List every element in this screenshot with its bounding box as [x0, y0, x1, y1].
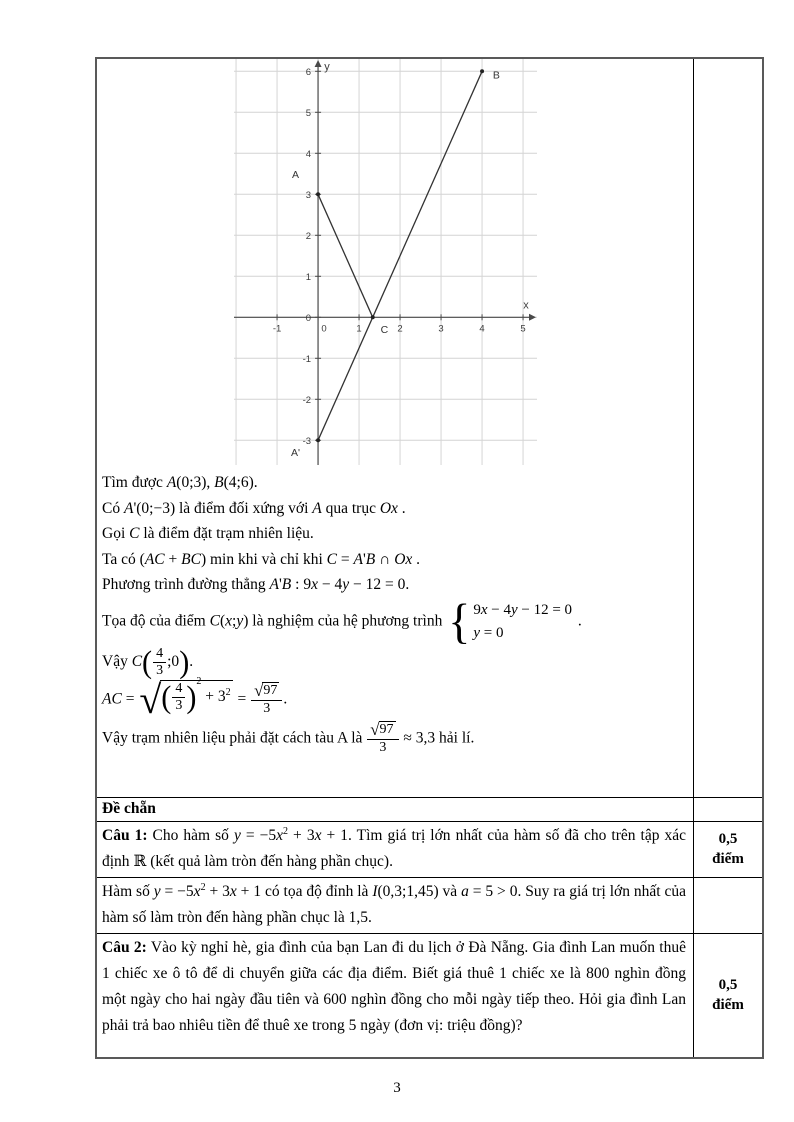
svg-text:y: y — [324, 61, 330, 73]
solution-line: Gọi C là điểm đặt trạm nhiên liệu. — [102, 525, 314, 542]
svg-text:A: A — [291, 168, 300, 181]
answer-1: Hàm số $y = -5x^2 + 3x + 1$ có tọa độ đỉnh là I(0,3;1,45) và a = 5 > 0. Suy ra giá trị lớn nhất của hàm số làm tròn đến hàng phần chục là 1,5. — [102, 881, 686, 926]
solution-line: Có A'(0;−3) là điểm đối xứng với A qua trục Ox . — [102, 499, 406, 517]
points-cell — [693, 59, 762, 797]
svg-text:-3: -3 — [302, 435, 312, 447]
section-header: Đề chẵn — [102, 800, 156, 817]
points-q1: 0,5 điểm — [693, 822, 762, 877]
question-2: Câu 2: Vào kỳ nghỉ hè, gia đình của bạn Lan đi du lịch ở Đà Nẵng. Gia đình Lan muốn thuê 1 chiếc xe ô tô để di chuyển giữa các địa điểm. Biết giá thuê 1 chiếc xe là 800 nghìn đồng một ngày cho hai ngày đầu tiên và 600 nghìn đồng cho mỗi ngày tiếp theo. Hỏi gia đình Lan phải trả bao nhiêu tiền để thuê xe trong 5 ngày (đơn vị: triệu đồng)? — [102, 939, 686, 1034]
svg-text:4: 4 — [479, 323, 485, 335]
solution-line: Tìm được A(0;3), B(4;6). — [102, 474, 258, 491]
table-row — [97, 877, 762, 933]
graph-svg — [234, 59, 537, 465]
svg-text:B: B — [492, 69, 500, 82]
svg-text:1: 1 — [356, 323, 362, 335]
svg-text:-1: -1 — [272, 323, 282, 335]
points-cell — [693, 798, 762, 821]
solution-line: Phương trình đường thẳng A'B : 9x − 4y − 12 = 0. — [102, 576, 410, 593]
svg-text:6: 6 — [305, 66, 312, 78]
table-row — [97, 59, 762, 797]
solution-line: Ta có (AC + BC) min khi và chỉ khi C = A'B ∩ Ox . — [102, 550, 421, 568]
svg-text:x: x — [523, 299, 529, 312]
solution-line: Tọa độ của điểm C(x;y) là nghiệm của hệ phương trình { 9x − 4y − 12 = 0 y = 0 . — [102, 594, 582, 648]
svg-text:0: 0 — [321, 323, 327, 335]
svg-text:A': A' — [290, 446, 301, 459]
svg-text:0: 0 — [305, 312, 312, 324]
table-row — [97, 821, 762, 877]
svg-text:4: 4 — [305, 148, 312, 160]
svg-text:3: 3 — [305, 189, 312, 201]
svg-text:5: 5 — [520, 323, 526, 335]
svg-text:1: 1 — [305, 271, 312, 283]
svg-text:C: C — [380, 323, 389, 336]
svg-text:5: 5 — [305, 107, 312, 119]
solution-text — [97, 469, 693, 756]
svg-text:2: 2 — [397, 323, 403, 335]
svg-text:2: 2 — [305, 230, 312, 242]
coordinate-graph — [234, 59, 538, 465]
svg-text:-2: -2 — [302, 394, 312, 406]
solution-table — [95, 57, 764, 1059]
table-row — [97, 797, 762, 821]
question-1: Câu 1: Cho hàm số $y = -5x^2 + 3x + 1$. Tìm giá trị lớn nhất của hàm số đã cho trên tập xác định ℝ (kết quả làm tròn đến hàng phần chục). — [102, 825, 687, 870]
solution-line: Vậy trạm nhiên liệu phải đặt cách tàu A là √ 97 3 ≈ 3,3 hải lí. — [102, 719, 475, 756]
points-cell — [693, 878, 762, 933]
solution-line: AC = √ ( $\frac{4}{3}$ ) 2 + $3^2$ = √ 97 3 . — [102, 675, 288, 722]
svg-text:-1: -1 — [302, 353, 312, 365]
solution-line: Vậy C ( $\frac{4}{3}$ ;0 ) . — [102, 644, 194, 680]
table-row — [97, 933, 762, 1057]
solution-cell — [97, 59, 693, 797]
points-q2: 0,5 điểm — [693, 934, 762, 1057]
page-number: 3 — [393, 1080, 401, 1096]
svg-text:3: 3 — [438, 323, 444, 335]
